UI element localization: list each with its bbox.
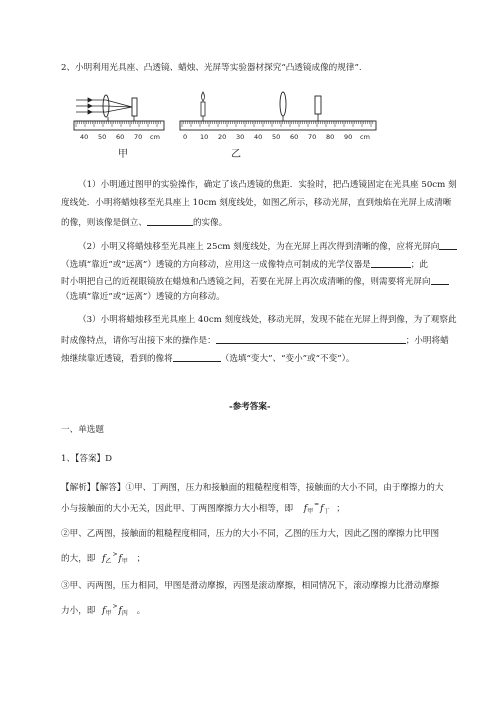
part-2-line-3 — [61, 275, 449, 287]
tick-label: 10 — [200, 133, 209, 141]
parallel-light-rays — [76, 98, 132, 114]
tick-label: 0 — [183, 133, 188, 141]
formula-symbol: f — [303, 504, 308, 514]
formula-relation: > — [112, 551, 118, 558]
part-1-line-2: 度线处．小明将蜡烛移至光具座上 10cm 刻度线处，如图乙所示，移动光屏，直到烛焰在光屏上成清晰 — [61, 198, 452, 208]
formula-symbol: f — [102, 554, 106, 564]
section-heading: 一、单选题 — [61, 425, 104, 435]
tick-label: 60 — [290, 133, 299, 141]
tick-label: 80 — [326, 133, 335, 141]
formula-subscript: 甲 — [307, 508, 314, 515]
formula-symbol: f — [102, 606, 106, 616]
tick-label: cm — [150, 133, 160, 141]
text-span: （选填“靠近”或“远离”）透镜的方向移动，应用这一成像特点可制成的光学仪器是 — [61, 260, 371, 270]
text-span: 力小，即 — [61, 606, 96, 616]
text-span: 的实像。 — [192, 218, 228, 228]
candle-icon — [201, 92, 205, 121]
text-span: 时小明把自己的近视眼镜放在蜡烛和凸透镜之间，若要在光屏上再次成清晰的像，则需要将光屏向 — [61, 277, 431, 287]
tick-label: 30 — [236, 133, 245, 141]
text-span: 的大，即 — [61, 554, 96, 564]
part-3-line-1: （3）小明将蜡烛移至光具座上 40cm 刻度线处，移动光屏，发现不能在光屏上得到像，为了观察此 — [78, 315, 457, 325]
answer-1-heading: 1、【答案】D — [61, 454, 113, 464]
part-1-line-1: （1）小明通过图甲的实验操作，确定了该凸透镜的焦距．实验时，把凸透镜固定在光具座 50cm 刻 — [78, 180, 457, 190]
tick-label: 70 — [134, 133, 143, 141]
formula-symbol: f — [118, 554, 122, 564]
text-span: ；小明将蜡 — [405, 336, 449, 346]
text-span: ； — [336, 504, 345, 514]
part-3-line-3 — [61, 352, 355, 364]
figure-yi-label: 乙 — [231, 149, 241, 160]
answer-blank[interactable] — [147, 216, 193, 226]
answer-section-title: -参考答案- — [229, 402, 271, 412]
tick-label: 20 — [218, 133, 227, 141]
question-2-intro: 2、小明利用光具座、凸透镜、蜡烛、光屏等实验器材探究“凸透镜成像的规律”. — [61, 63, 362, 73]
formula-symbol: f — [320, 504, 324, 514]
tick-label: 90 — [344, 133, 353, 141]
text-span: ；此 — [410, 260, 428, 270]
formula-subscript: 丙 — [121, 610, 128, 617]
answer-blank[interactable] — [371, 258, 411, 268]
explanation-line-3: ②甲、乙两图，接触面的粗糙程度相同，压力的大小不同，乙图的压力大，因此乙图的摩擦力比甲图 — [61, 529, 440, 539]
formula-f-jia-gt-f-bing — [102, 603, 128, 617]
screen-icon — [132, 98, 137, 116]
answer-blank[interactable] — [173, 352, 221, 362]
text-span: 时成像特点，请你写出接下来的操作是： — [61, 336, 216, 346]
text-span: 。 — [136, 606, 146, 616]
screen-icon — [315, 96, 321, 114]
part-2-line-2 — [61, 258, 428, 270]
answer-blank[interactable] — [431, 275, 449, 285]
explanation-line-2 — [61, 502, 345, 515]
tick-label: cm — [360, 133, 370, 141]
explanation-line-5: ③甲、丙两图，压力相同，甲图是滑动摩擦，丙图是滚动摩擦，相同情况下，滚动摩擦力比滑动摩擦 — [61, 581, 440, 591]
text-span: 烛继续靠近透镜，看到的像将 — [61, 354, 173, 364]
formula-f-yi-gt-f-jia — [102, 551, 128, 565]
formula-relation: = — [314, 501, 320, 508]
tick-label: 40 — [80, 133, 89, 141]
answer-blank[interactable] — [439, 240, 457, 250]
formula-relation: > — [112, 603, 118, 610]
formula-subscript: 乙 — [105, 558, 112, 565]
formula-f-jia-eq-f-ding — [303, 501, 330, 515]
formula-subscript: 丁 — [323, 508, 330, 515]
explanation-line-1: 【解析】【解答】①甲、丁两图，压力和接触面的粗糙程度相等，接触面的大小不同，由于摩擦力的大 — [61, 483, 444, 493]
explanation-line-4 — [61, 552, 145, 565]
text-span: （2）小明又将蜡烛移至光具座上 25cm 刻度线处，为在光屏上再次得到清晰的像，应将光屏向 — [78, 242, 440, 252]
explanation-line-6 — [61, 604, 145, 617]
part-2-line-4: （选填“靠近”或“远离”）透镜的方向移动。 — [61, 292, 225, 302]
answer-blank[interactable] — [216, 334, 406, 344]
part-3-line-2 — [61, 334, 449, 346]
text-span: ； — [136, 554, 146, 564]
text-span: （选填“变大”、“变小”或“不变”）。 — [220, 354, 355, 364]
convex-lens-icon — [280, 92, 286, 116]
tick-label: 50 — [98, 133, 107, 141]
figure-yi — [178, 88, 378, 148]
figure-jia — [70, 88, 170, 148]
formula-subscript: 甲 — [105, 610, 112, 617]
part-2-line-1 — [78, 240, 457, 252]
text-span: 小与接触面的大小无关，因此甲、丁两图摩擦力大小相等，即 — [61, 504, 294, 514]
tick-label: 50 — [272, 133, 281, 141]
figure-jia-label: 甲 — [118, 149, 128, 160]
tick-label: 40 — [254, 133, 263, 141]
part-1-line-3 — [61, 216, 227, 228]
text-span: 的像，则该像是倒立、 — [61, 218, 147, 228]
formula-symbol: f — [118, 606, 122, 616]
tick-label: 60 — [116, 133, 125, 141]
tick-label: 70 — [308, 133, 317, 141]
formula-subscript: 甲 — [121, 558, 128, 565]
optical-bench-ruler — [180, 121, 376, 130]
